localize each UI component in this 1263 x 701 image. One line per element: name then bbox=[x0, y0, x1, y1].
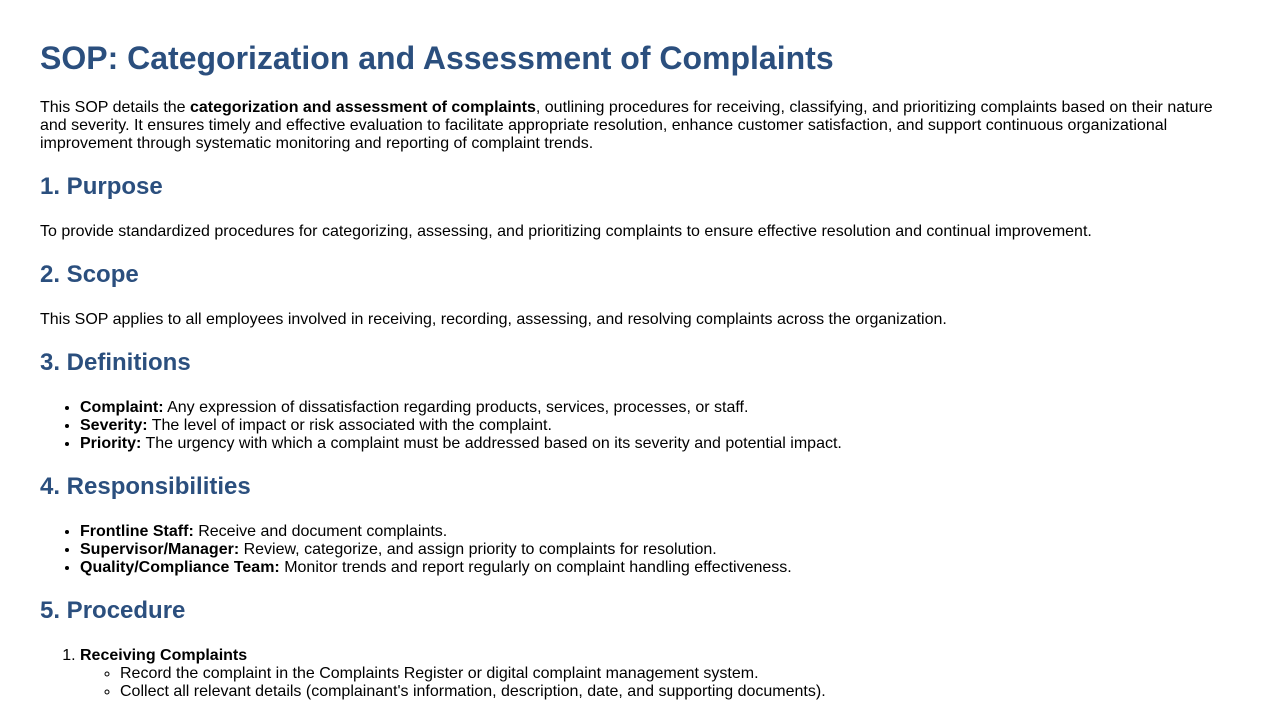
role-text: Receive and document complaints. bbox=[193, 523, 448, 540]
procedure-list bbox=[40, 647, 1223, 701]
procedure-step bbox=[80, 647, 1223, 701]
role-term: Frontline Staff: bbox=[80, 523, 194, 540]
list-item bbox=[80, 399, 1223, 417]
responsibilities-heading: 4. Responsibilities bbox=[40, 473, 251, 500]
definition-text: The level of impact or risk associated with the complaint. bbox=[147, 417, 552, 434]
page-title: SOP: Categorization and Assessment of Complaints bbox=[40, 40, 834, 76]
purpose-heading: 1. Purpose bbox=[40, 173, 163, 200]
list-item bbox=[80, 559, 1223, 577]
definition-term: Severity: bbox=[80, 417, 148, 434]
list-item bbox=[80, 417, 1223, 435]
role-term: Supervisor/Manager: bbox=[80, 541, 240, 558]
list-item bbox=[80, 435, 1223, 453]
scope-heading: 2. Scope bbox=[40, 261, 139, 288]
intro-suffix: , outlining procedures for receiving, classifying, and prioritizing complaints based on their nature and severity. It ensures timely and effective evaluation to facilitate appropriate resolution, enhance customer satisfaction, and support continuous organizational improvement through systematic monitoring and reporting of complaint trends. bbox=[40, 99, 1213, 152]
role-text: Review, categorize, and assign priority to complaints for resolution. bbox=[239, 541, 717, 558]
purpose-text: To provide standardized procedures for categorizing, assessing, and prioritizing complaints to ensure effective resolution and continual improvement. bbox=[40, 223, 1092, 240]
definitions-list bbox=[40, 399, 1223, 453]
list-item bbox=[80, 541, 1223, 559]
intro-prefix: This SOP details the bbox=[40, 99, 190, 116]
list-item: ◦ Record the complaint in the Complaints Register or digital complaint management system. bbox=[120, 665, 1223, 683]
intro-paragraph bbox=[40, 99, 1223, 153]
list-item: ◦ Collect all relevant details (complainant's information, description, date, and supporting documents). bbox=[120, 683, 1223, 701]
definition-text: The urgency with which a complaint must be addressed based on its severity and potential impact. bbox=[141, 435, 842, 452]
definition-term: Priority: bbox=[80, 435, 142, 452]
definitions-heading: 3. Definitions bbox=[40, 349, 191, 376]
role-text: Monitor trends and report regularly on complaint handling effectiveness. bbox=[279, 559, 792, 576]
procedure-substeps bbox=[80, 665, 1223, 701]
list-item bbox=[80, 523, 1223, 541]
definition-term: Complaint: bbox=[80, 399, 164, 416]
procedure-heading: 5. Procedure bbox=[40, 597, 186, 624]
scope-text: This SOP applies to all employees involved in receiving, recording, assessing, and resolving complaints across the organization. bbox=[40, 311, 947, 328]
role-term: Quality/Compliance Team: bbox=[80, 559, 280, 576]
intro-bold: categorization and assessment of complaints bbox=[190, 99, 536, 116]
responsibilities-list bbox=[40, 523, 1223, 577]
procedure-step-title: Receiving Complaints bbox=[80, 647, 248, 664]
definition-text: Any expression of dissatisfaction regarding products, services, processes, or staff. bbox=[163, 399, 749, 416]
